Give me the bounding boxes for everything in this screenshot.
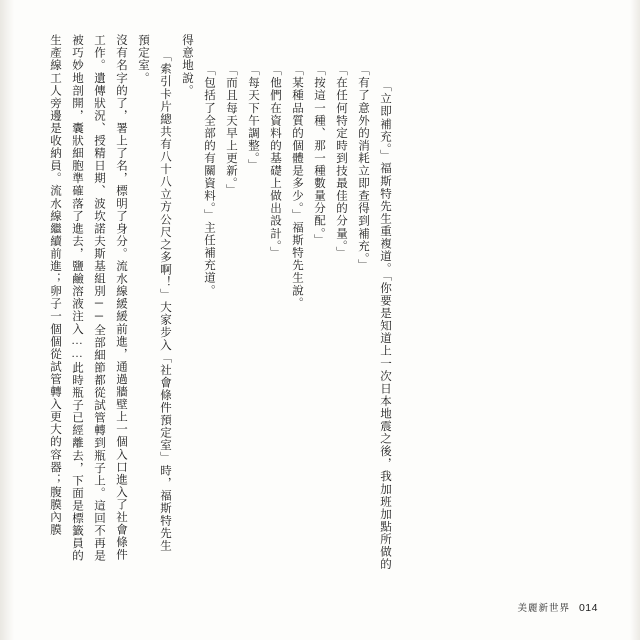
text-column: 「每天下午調整。」 <box>247 64 259 172</box>
text-column: 被巧妙地剖開，囊狀細胞準確落了進去，鹽鹼溶液注入……此時瓶子已經離去，下面是標籤員的 <box>71 34 83 563</box>
footer-book-title: 美麗新世界 <box>517 604 570 614</box>
text-column: 得意地說。 <box>181 34 193 97</box>
text-column: 工作。遺傳狀況、授精日期、波坎諾夫斯基組別──全部細節都從試管轉到瓶子上。這回不再是 <box>93 34 105 563</box>
text-column: 「某種品質的個體是多少。」福斯特先生說。 <box>291 64 303 310</box>
text-column: 「有了意外的消耗立即查得到補充。」 <box>357 64 369 272</box>
text-column: 預定室。 <box>137 34 149 85</box>
footer-page-number: 014 <box>578 602 598 614</box>
text-column: 「他們在資料的基礎上做出設計。」 <box>269 64 281 260</box>
text-column: 「在任何特定時到技最佳的分量。」 <box>335 64 347 260</box>
text-column: 生產線工人旁邊是收納員。流水線繼續前進；卵子一個個從試管轉入更大的容器；腹膜內膜 <box>49 34 61 536</box>
text-column: 「按這一種、那一種數量分配。」 <box>313 64 325 247</box>
text-column: 「包括了全部的有關資料。」主任補充道。 <box>203 64 215 297</box>
text-column: 「而且每天早上更新。」 <box>225 64 237 197</box>
text-column: 「立即補充。」福斯特先生重複道。「你要是知道上一次日本地震之後，我加班加點所做的 <box>379 80 391 571</box>
text-column: 沒有名字的了，署上了名，標明了身分。流水線緩緩前進，通過牆壁上一個入口進入了社會條件 <box>115 34 127 562</box>
page-footer <box>517 600 598 614</box>
vertical-text-body <box>44 34 596 580</box>
text-column: 「索引卡片總共有八十八立方公尺之多啊！」大家步入「社會條件預定室」時，福斯特先生 <box>159 50 171 552</box>
